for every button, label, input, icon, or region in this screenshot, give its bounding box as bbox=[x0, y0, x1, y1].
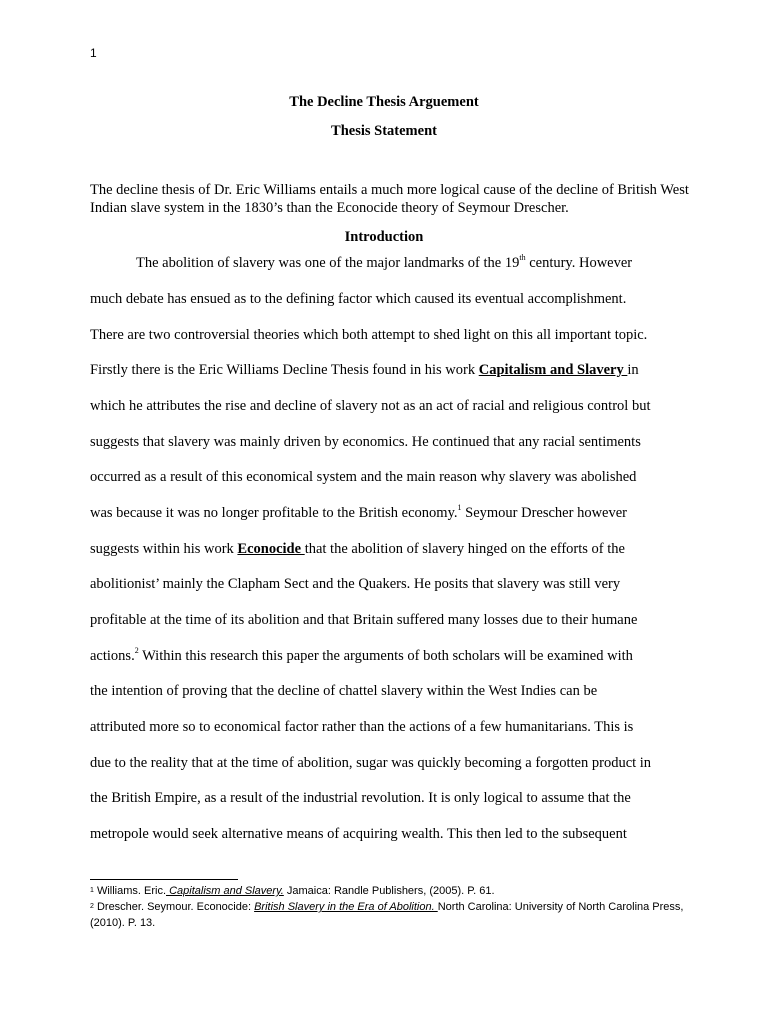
body-text: Within this research this paper the arguments of both scholars will be examined with bbox=[138, 648, 633, 664]
book-title: Econocide bbox=[237, 541, 305, 557]
body-line bbox=[90, 648, 633, 665]
footnote-ref: 2 bbox=[134, 646, 139, 655]
body-line: suggests that slavery was mainly driven by economics. He continued that any racial sentiments bbox=[90, 434, 641, 450]
superscript: th bbox=[519, 253, 526, 262]
thesis-statement-heading: Thesis Statement bbox=[331, 123, 437, 139]
body-line: which he attributes the rise and decline of slavery not as an act of racial and religious control but bbox=[90, 398, 651, 414]
body-line bbox=[90, 505, 627, 522]
footnote-work-title: British Slavery in the Era of Abolition. bbox=[254, 901, 438, 913]
introduction-heading: Introduction bbox=[344, 229, 424, 245]
body-text: that the abolition of slavery hinged on the efforts of the bbox=[304, 541, 625, 557]
body-line: metropole would seek alternative means of acquiring wealth. This then led to the subsequent bbox=[90, 826, 627, 842]
body-text: The abolition of slavery was one of the major landmarks of the 19 bbox=[136, 255, 520, 271]
body-line: due to the reality that at the time of abolition, sugar was quickly becoming a forgotten product in bbox=[90, 755, 652, 771]
body-text: Seymour Drescher however bbox=[461, 505, 627, 521]
body-line: abolitionist’ mainly the Clapham Sect and the Quakers. He posits that slavery was still very bbox=[90, 576, 621, 592]
document-title: The Decline Thesis Arguement bbox=[289, 94, 479, 110]
footnote-1 bbox=[90, 883, 690, 899]
body-line bbox=[90, 362, 639, 379]
footnote-ref: 1 bbox=[457, 503, 462, 512]
body-text: actions. bbox=[90, 648, 135, 664]
footnote-number: 2 bbox=[90, 903, 94, 910]
body-text: suggests within his work bbox=[90, 541, 238, 557]
thesis-paragraph: The decline thesis of Dr. Eric Williams entails a much more logical cause of the decline of British West Indian slave system in the 1830’s than the Econocide theory of Seymour Drescher. bbox=[90, 182, 689, 216]
footnote-separator bbox=[90, 879, 238, 880]
footnote-text: North Carolina: University of North Carolina Press, (2010). P. 13. bbox=[90, 901, 684, 929]
body-text: was because it was no longer profitable to the British economy. bbox=[90, 505, 458, 521]
body-text: in bbox=[627, 362, 639, 378]
footnote-text: Williams. Eric. bbox=[93, 885, 167, 897]
footnote-number: 1 bbox=[90, 887, 94, 894]
page-number: 1 bbox=[90, 46, 97, 60]
footnote-text: Drescher. Seymour. Econocide: bbox=[93, 901, 255, 913]
book-title: Capitalism and Slavery bbox=[478, 362, 628, 378]
body-line: much debate has ensued as to the defining factor which caused its eventual accomplishment. bbox=[90, 291, 627, 307]
body-line: There are two controversial theories which both attempt to shed light on this all important topic. bbox=[90, 327, 648, 343]
body-line: the British Empire, as a result of the industrial revolution. It is only logical to assume that the bbox=[90, 790, 631, 806]
footnote-text: Jamaica: Randle Publishers, (2005). P. 61. bbox=[283, 885, 495, 897]
body-line: the intention of proving that the decline of chattel slavery within the West Indies can be bbox=[90, 683, 598, 699]
body-line: attributed more so to economical factor rather than the actions of a few humanitarians. This is bbox=[90, 719, 634, 735]
body-line bbox=[90, 541, 625, 558]
footnote-2 bbox=[90, 899, 690, 931]
body-line bbox=[136, 255, 632, 272]
body-line: profitable at the time of its abolition and that Britain suffered many losses due to their humane bbox=[90, 612, 638, 628]
body-line: occurred as a result of this economical system and the main reason why slavery was abolished bbox=[90, 469, 637, 485]
body-text: Firstly there is the Eric Williams Decline Thesis found in his work bbox=[90, 362, 479, 378]
body-text: century. However bbox=[525, 255, 633, 271]
footnote-work-title: Capitalism and Slavery. bbox=[166, 885, 284, 897]
